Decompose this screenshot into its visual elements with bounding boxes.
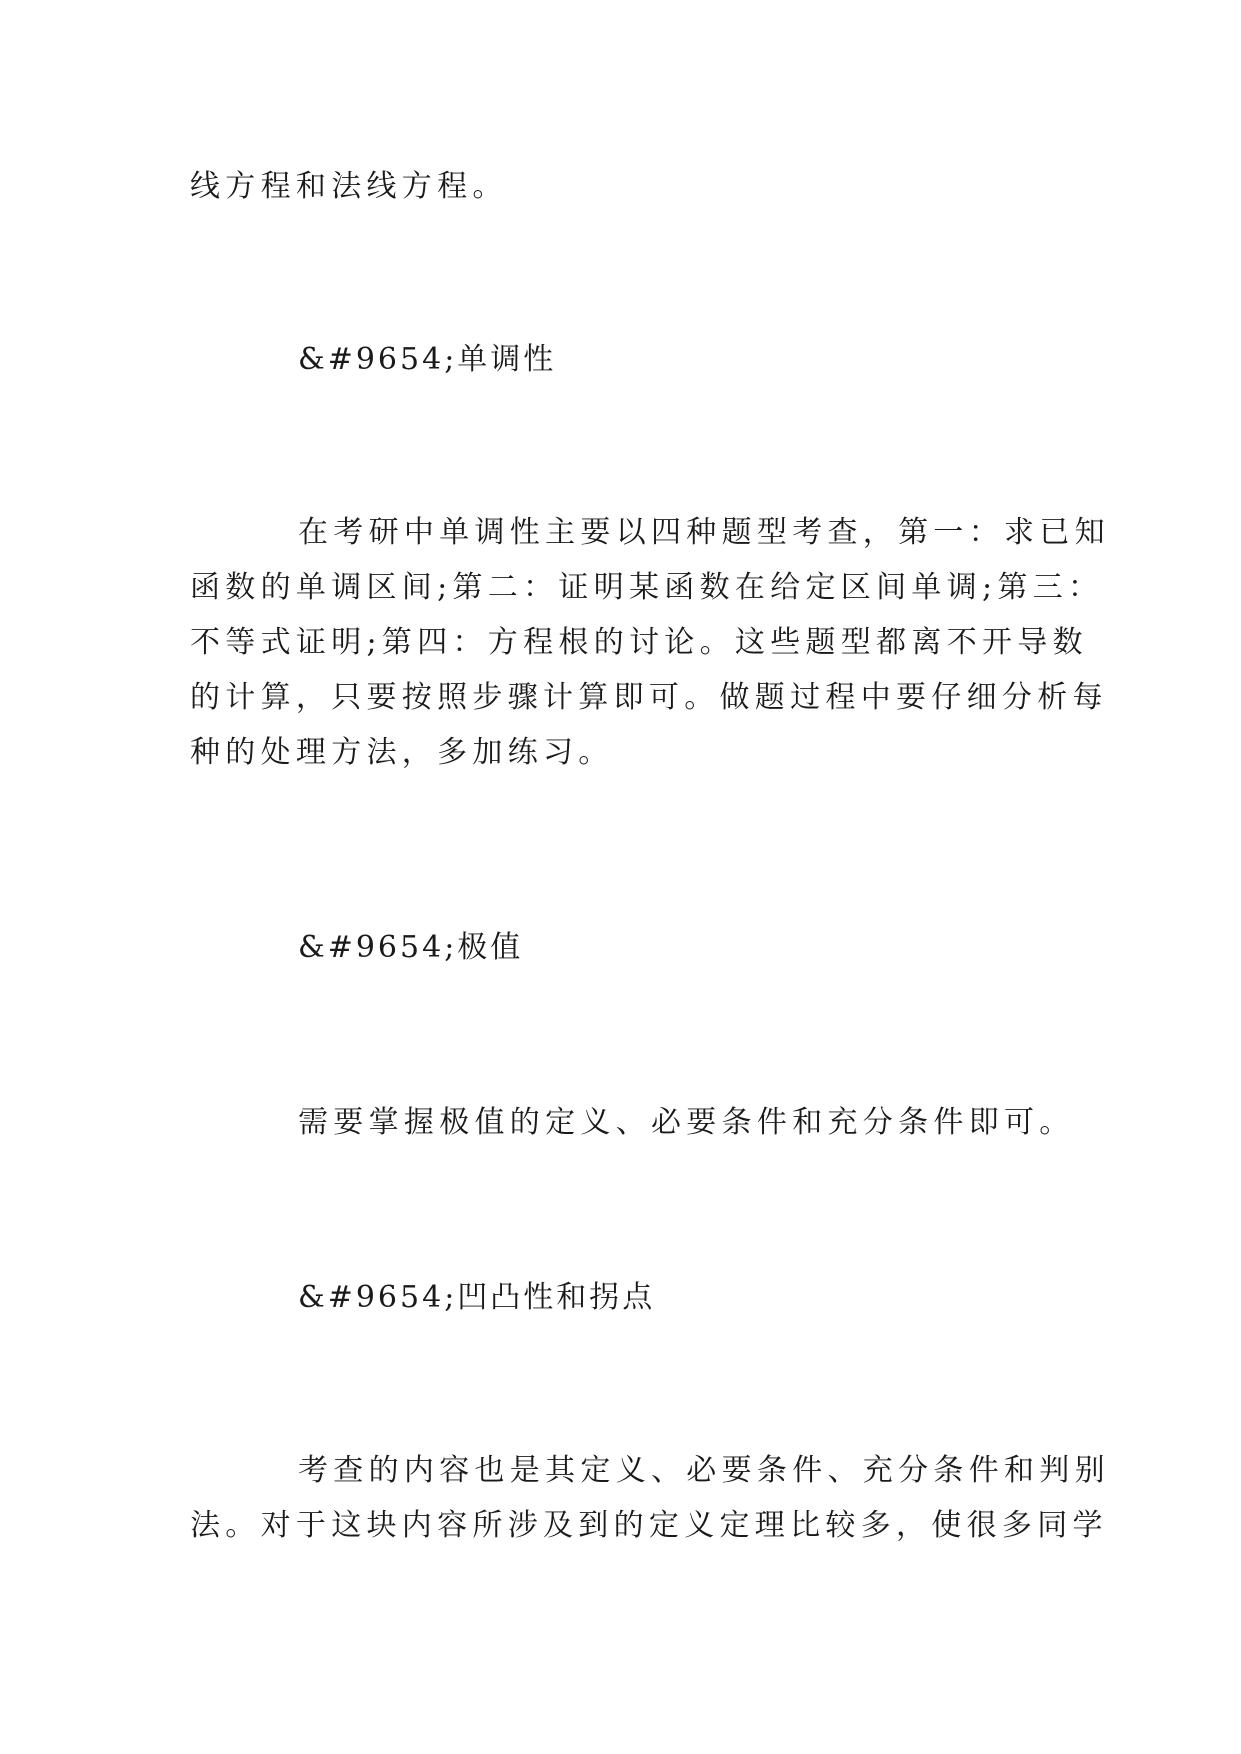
paragraph-line: 考查的内容也是其定义、必要条件、充分条件和判别 [298, 1453, 1110, 1488]
paragraph-line: 的计算，只要按照步骤计算即可。做题过程中要仔细分析每 [190, 680, 1108, 715]
paragraph-line: 不等式证明;第四：方程根的讨论。这些题型都离不开导数 [190, 625, 1088, 660]
paragraph-line: 线方程和法线方程。 [190, 169, 508, 204]
section-heading-extremum: &#9654;极值 [298, 930, 524, 965]
section-heading-convexity: &#9654;凹凸性和拐点 [298, 1280, 656, 1315]
section-heading-monotonicity: &#9654;单调性 [298, 342, 557, 377]
paragraph-line: 函数的单调区间;第二：证明某函数在给定区间单调;第三： [190, 570, 1104, 605]
paragraph-line: 需要掌握极值的定义、必要条件和充分条件即可。 [298, 1105, 1075, 1140]
paragraph-line: 在考研中单调性主要以四种题型考查，第一：求已知 [298, 515, 1110, 550]
paragraph-line: 法。对于这块内容所涉及到的定义定理比较多，使很多同学 [190, 1508, 1108, 1543]
paragraph-line: 种的处理方法，多加练习。 [190, 735, 614, 770]
